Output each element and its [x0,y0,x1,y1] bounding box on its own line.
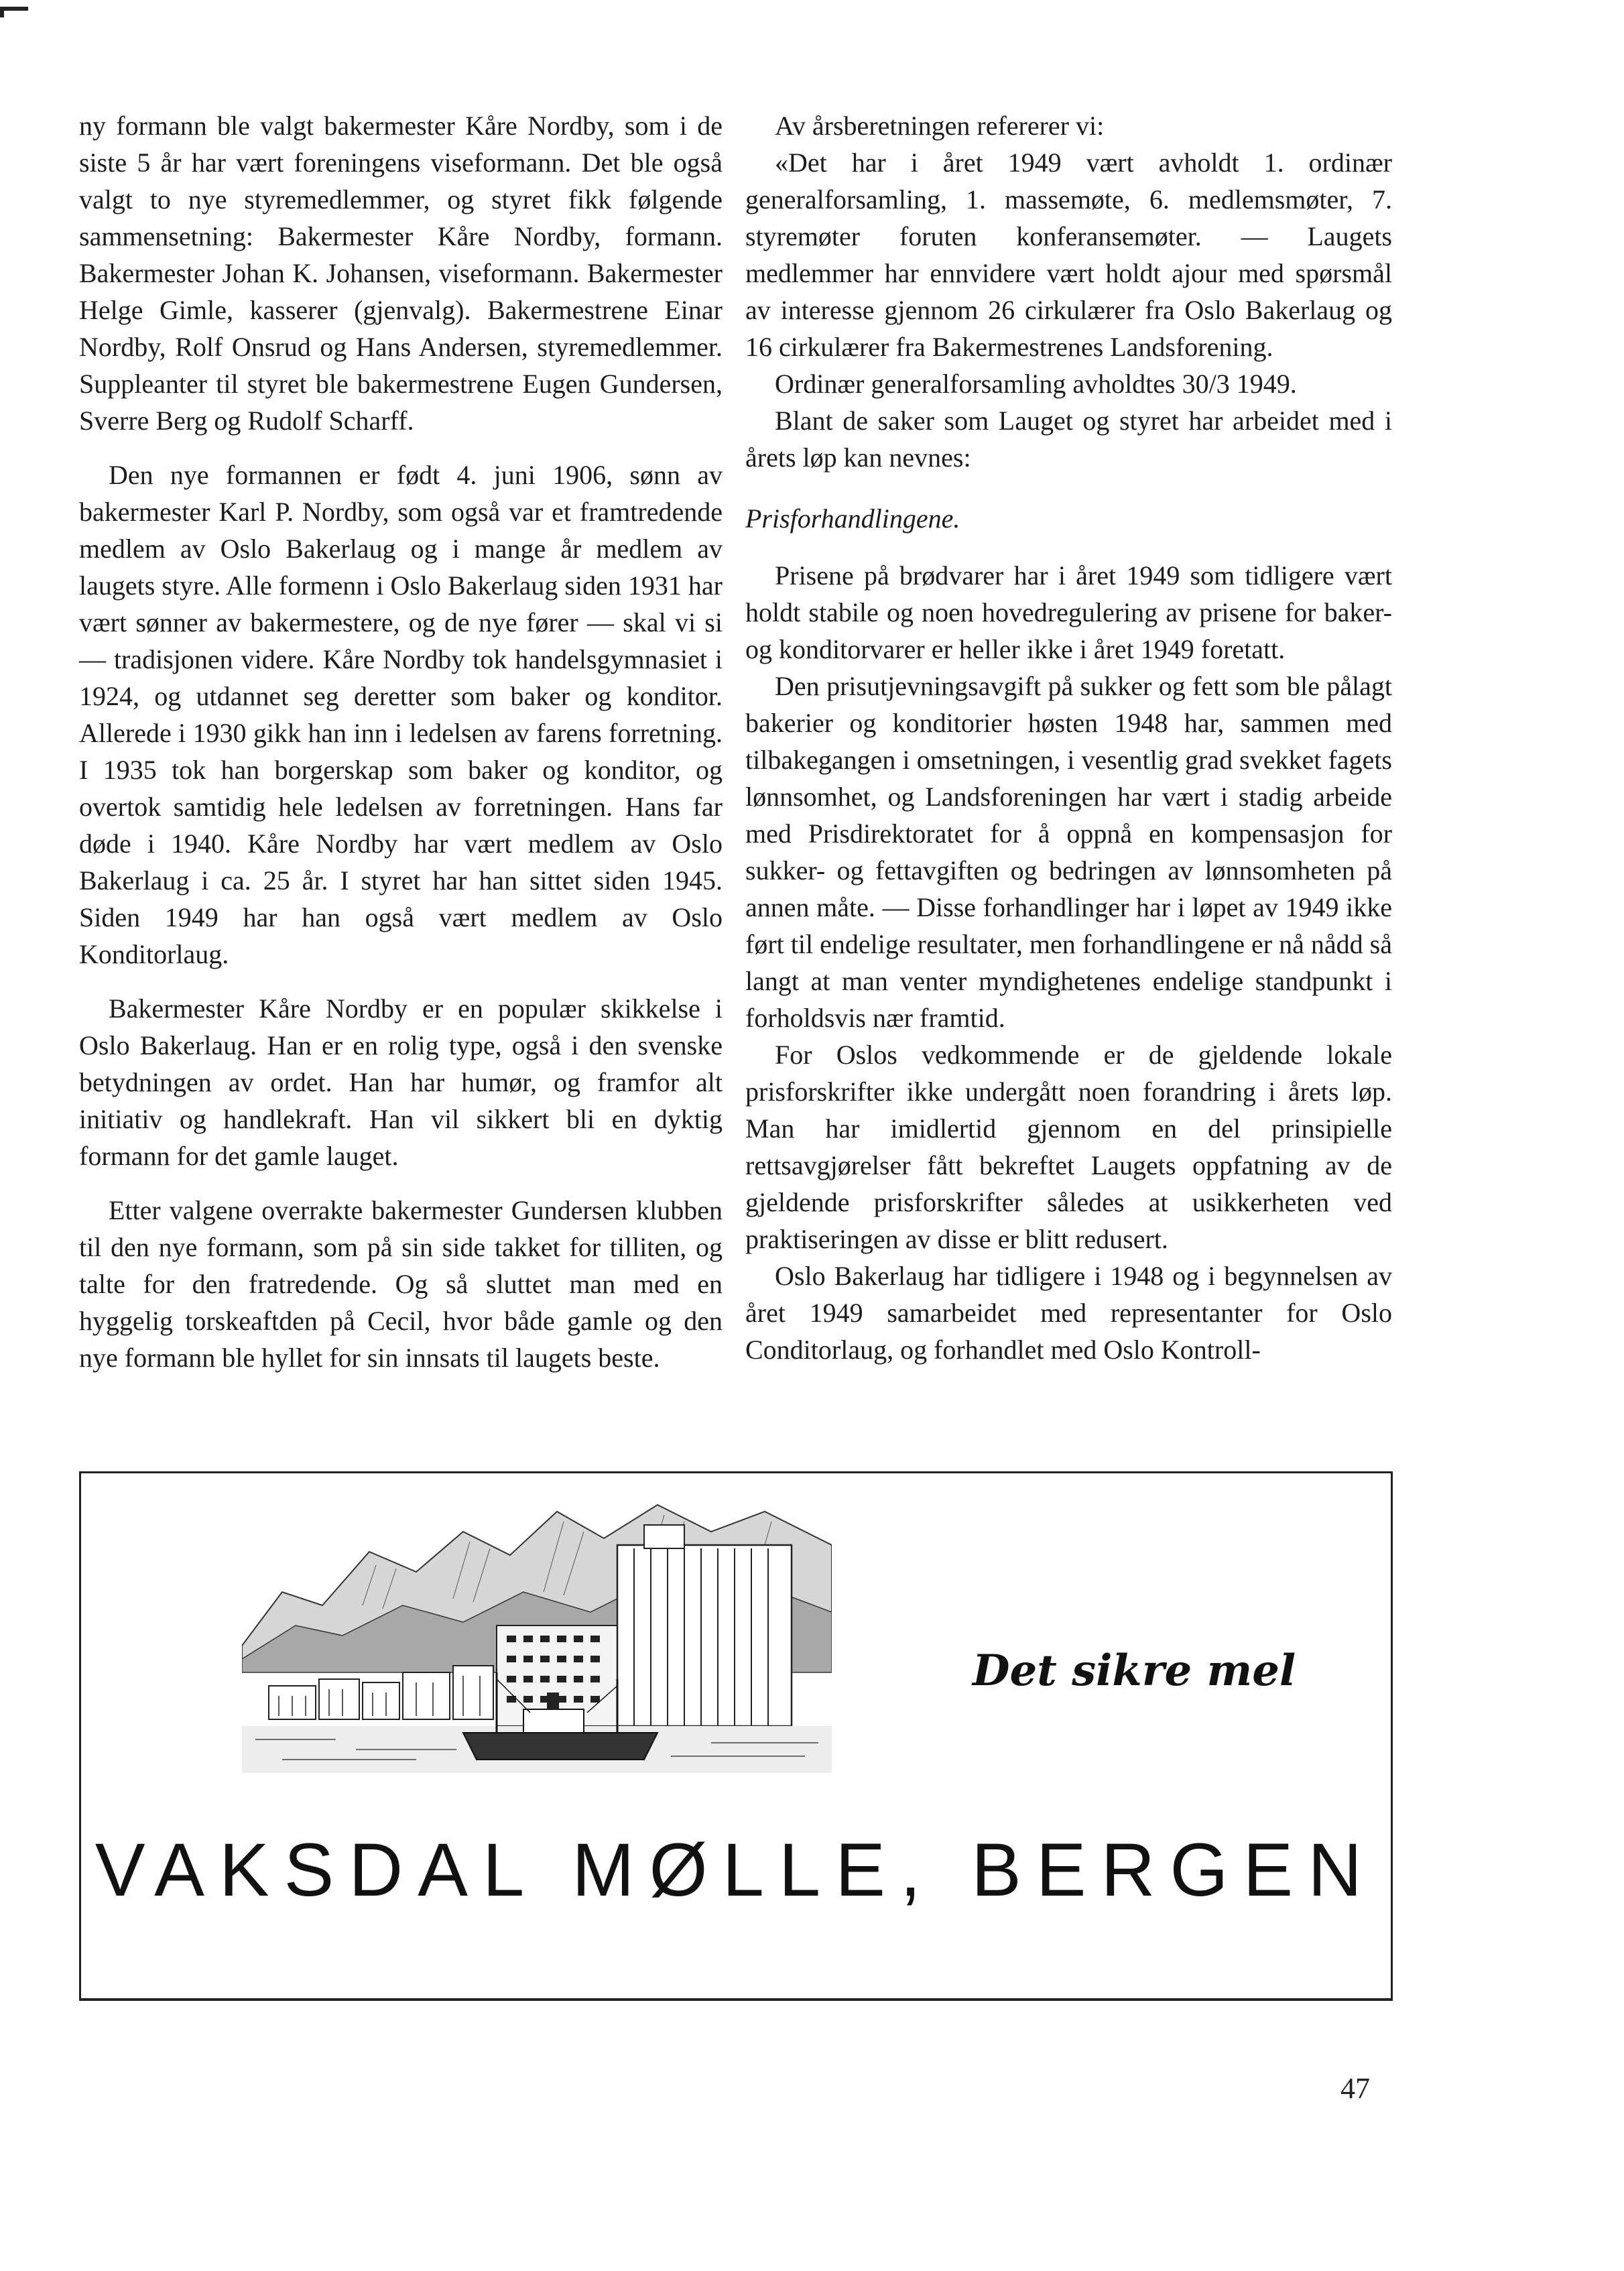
right-column [745,107,1392,1368]
advertisement-company-name: VAKSDAL MØLLE, BERGEN [95,1828,1377,1912]
left-paragraph-3: Bakermester Kåre Nordby er en populær skikkelse i Oslo Bakerlaug. Han er en rolig type, også i den svenske betydningen av ordet. Han har humør, og framfor alt initiativ og handlekraft. Han vil sikkert bli en dyktig formann for det gamle lauget. [79,993,723,1171]
general-assembly-line: Ordinær generalforsamling avholdtes 30/3 1949. [775,369,1297,399]
page-number: 47 [1340,2072,1370,2105]
left-paragraph-4: Etter valgene overrakte bakermester Gundersen klubben til den nye formann, som på sin side takket for tilliten, og talte for den fratredende. Og så sluttet man med en hyggelig torskeaftden på Cecil, hvor både gamle og den nye formann ble hyllet for sin innsats til laugets beste. [79,1195,723,1373]
advertisement-slogan: Det sikre mel [973,1646,1296,1696]
matters-intro: Blant de saker som Lauget og styret har arbeidet med i årets løp kan nevnes: [745,406,1392,473]
right-paragraph-1: Prisene på brødvarer har i året 1949 som tidligere vært holdt stabile og noen hovedregulering av prisene for baker- og konditorvarer er heller ikke i året 1949 foretatt. [745,560,1392,664]
section-heading-price-negotiations: Prisforhandlingene. [745,503,960,534]
right-paragraph-3: For Oslos vedkommende er de gjeldende lokale prisforskrifter ikke undergått noen forandring i årets løp. Man har imidlertid gjennom en del prinsipielle rettsavgjørelser fått bekreftet Laugets oppfatning av de gjeldende prisforskrifter således at usikkerheten ved praktiseringen av disse er blitt redusert. [745,1040,1392,1254]
right-intro: Av årsberetningen refererer vi: [775,111,1105,141]
mill-and-harbour-illustration [242,1491,832,1773]
scan-corner-mark [0,7,28,17]
advertisement-top-rule [81,1471,1391,1473]
left-column [79,107,723,1394]
annual-report-quote: «Det har i året 1949 vært avholdt 1. ordinær generalforsamling, 1. massemøte, 6. medlemsmøter, 7. styremøter foruten konferansemøter. — Laugets medlemmer har ennvidere vært holdt ajour med spørsmål av interesse gjennom 26 cirkulærer fra Oslo Bakerlaug og 16 cirkulærer fra Bakermestrenes Landsforening. [745,147,1392,362]
right-paragraph-2: Den prisutjevningsavgift på sukker og fett som ble pålagt bakerier og konditorier høsten 1948 har, sammen med tilbakegangen i omsetningen, i vesentlig grad svekket fagets lønnsomhet, og Landsforeningen har vært i stadig arbeide med Prisdirektoratet for å oppnå en kompensasjon for sukker- og fettavgiften og bedringen av lønnsomheten på annen måte. — Disse forhandlinger har i løpet av 1949 ikke ført til endelige resultater, men forhandlingene er nå nådd så langt at man venter myndighetenes endelige standpunkt i forholdsvis nær framtid. [745,671,1392,1033]
advertisement-box [79,1471,1393,2001]
right-paragraph-4: Oslo Bakerlaug har tidligere i 1948 og i begynnelsen av året 1949 samarbeidet med representanter for Oslo Conditorlaug, og forhandlet med Oslo Kontroll- [745,1261,1392,1365]
left-paragraph-1: ny formann ble valgt bakermester Kåre Nordby, som i de siste 5 år har vært foreningens viseformann. Det ble også valgt to nye styremedlemmer, og styret fikk følgende sammensetning: Bakermester Kåre Nordby, formann. Bakermester Johan K. Johansen, viseformann. Bakermester Helge Gimle, kasserer (gjenvalg). Bakermestrene Einar Nordby, Rolf Onsrud og Hans Andersen, styremedlemmer. Suppleanter til styret ble bakermestrene Eugen Gundersen, Sverre Berg og Rudolf Scharff. [79,111,723,436]
left-paragraph-2: Den nye formannen er født 4. juni 1906, sønn av bakermester Karl P. Nordby, som også var et framtredende medlem av Oslo Bakerlaug og i mange år medlem av laugets styre. Alle formenn i Oslo Bakerlaug siden 1931 har vært sønner av bakermestere, og de nye fører — skal vi si — tradisjonen videre. Kåre Nordby tok handelsgymnasiet i 1924, og utdannet seg deretter som baker og konditor. Allerede i 1930 gikk han inn i ledelsen av farens forretning. I 1935 tok han borgerskap som baker og konditor, og overtok samtidig hele ledelsen av forretningen. Hans far døde i 1940. Kåre Nordby har vært medlem av Oslo Bakerlaug i ca. 25 år. I styret har han sittet siden 1945. Siden 1949 har han også vært medlem av Oslo Konditorlaug. [79,460,723,969]
